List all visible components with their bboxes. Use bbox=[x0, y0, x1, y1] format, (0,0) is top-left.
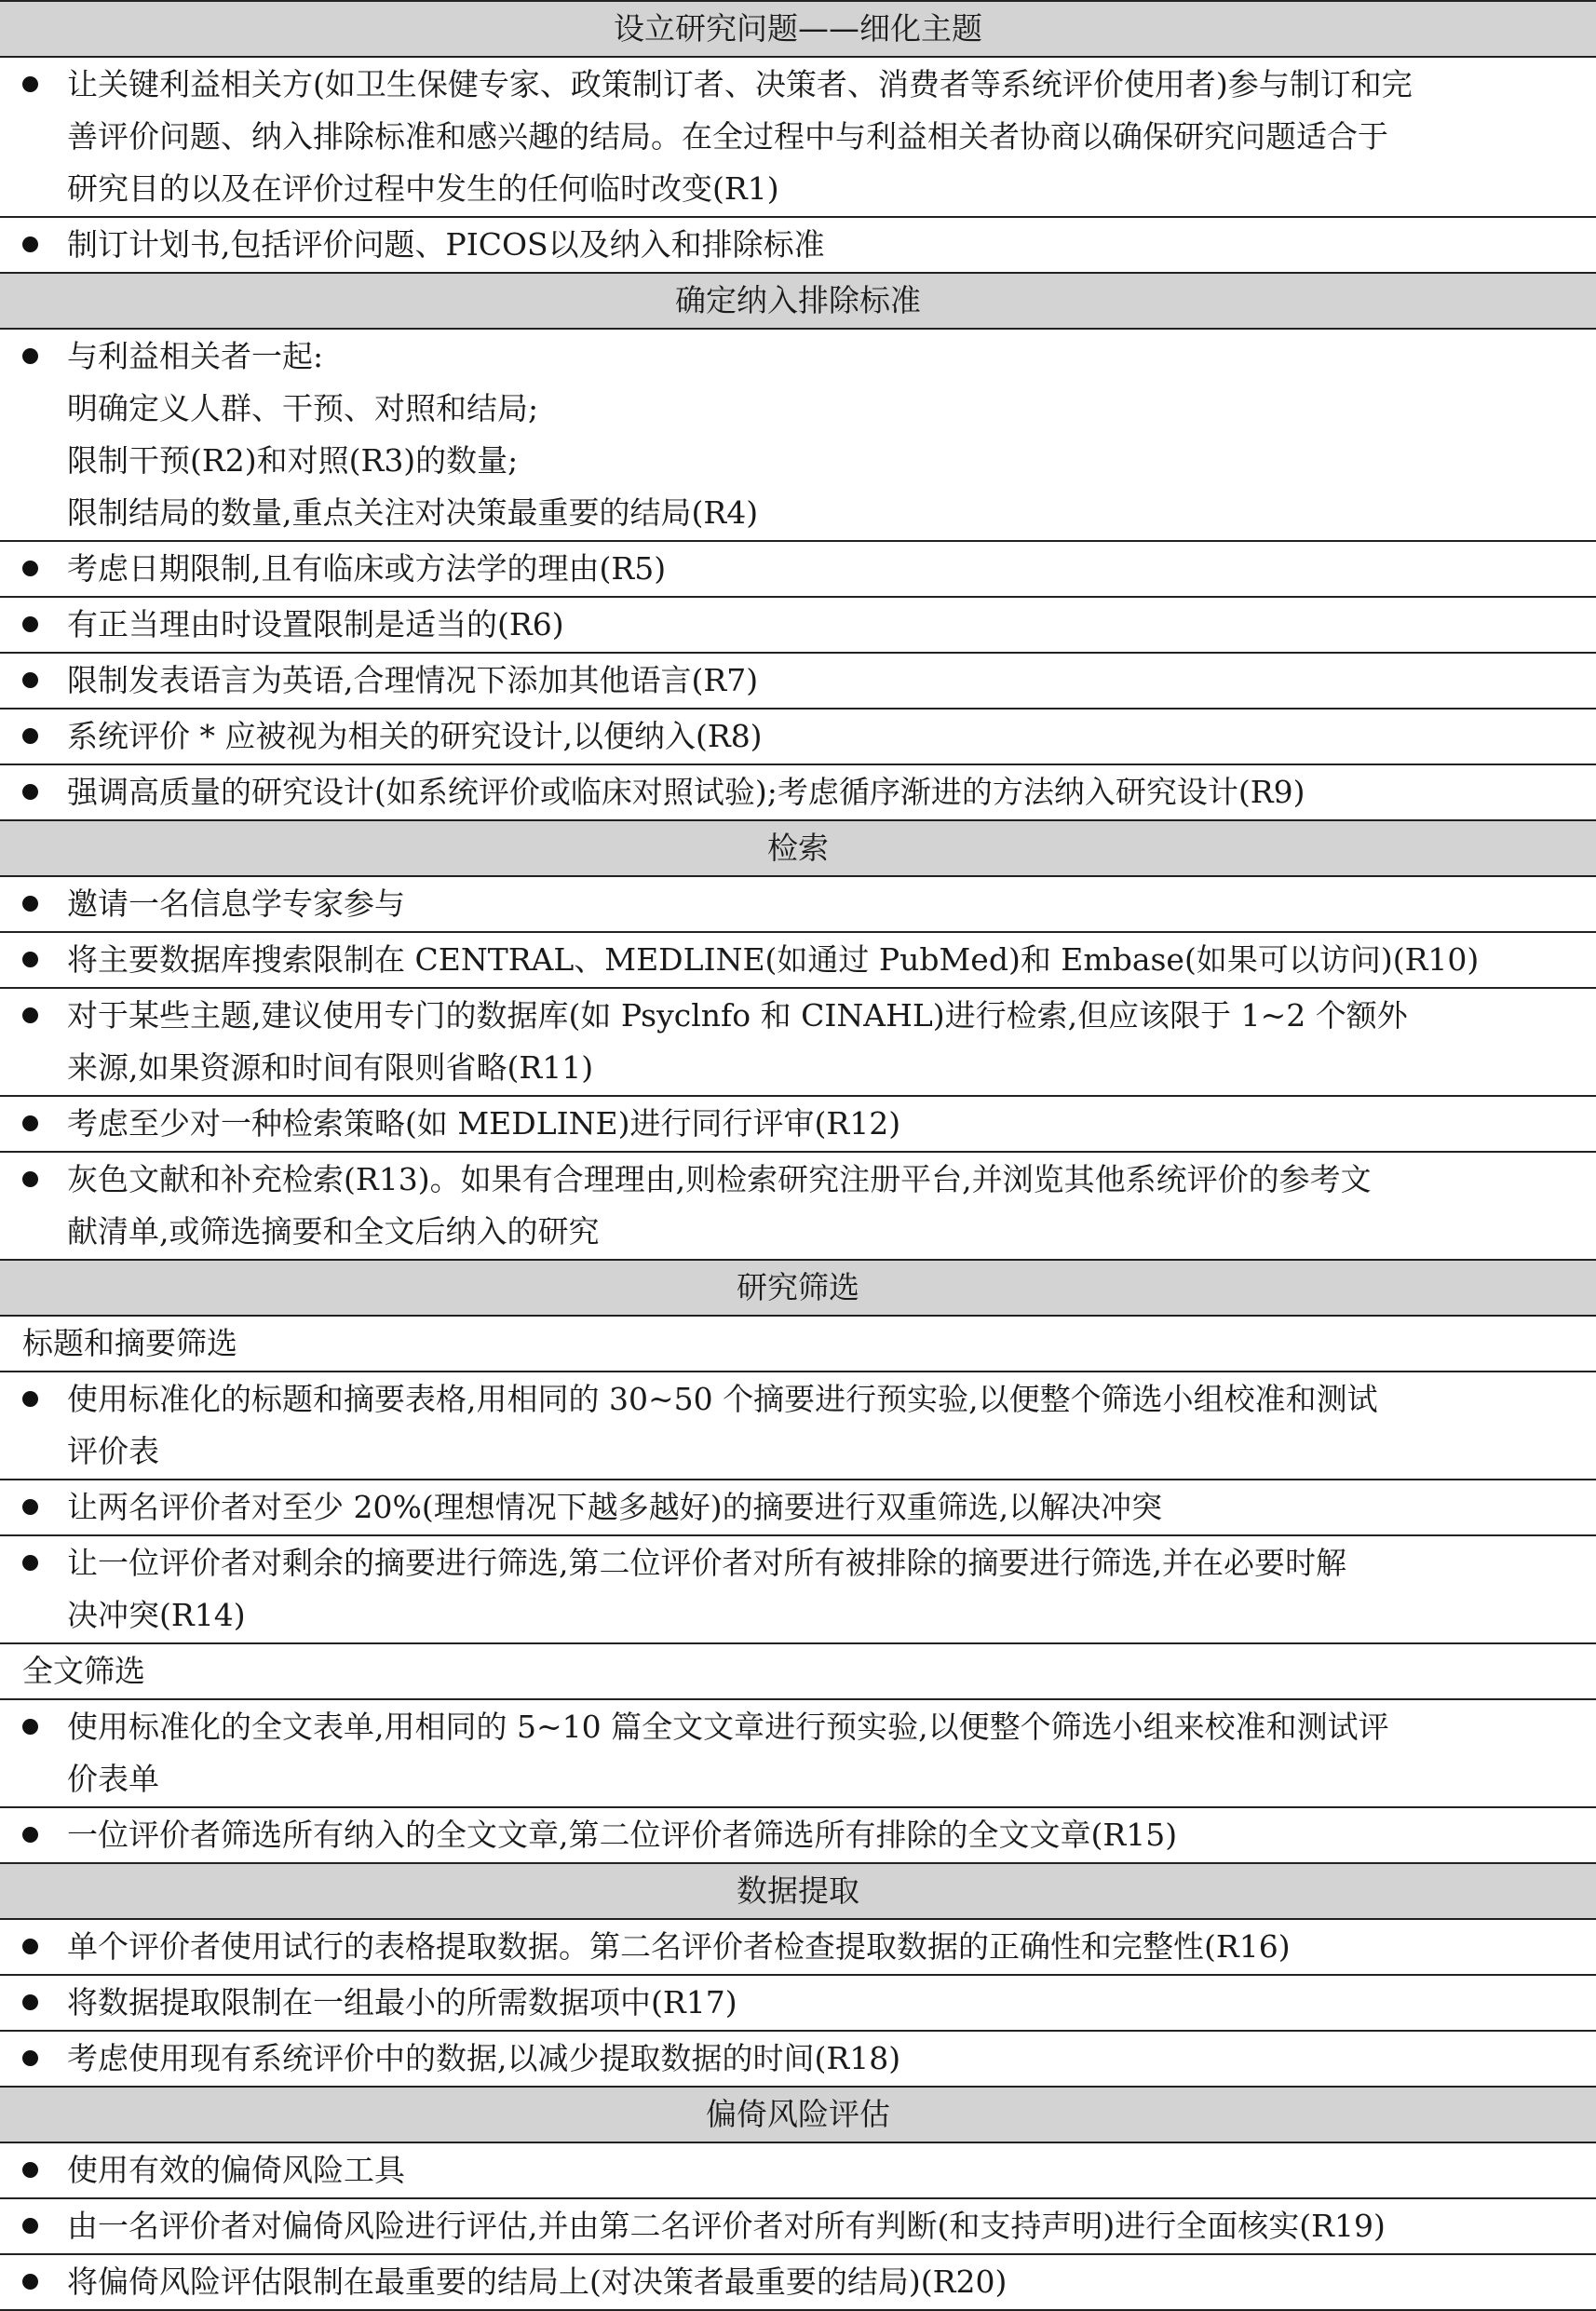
item-text bbox=[67, 2033, 1574, 2085]
bullet-icon bbox=[22, 1115, 38, 1131]
bullet-icon bbox=[22, 2274, 38, 2290]
list-item bbox=[0, 1097, 1596, 1153]
text-line: 邀请一名信息学专家参与 bbox=[67, 885, 405, 922]
section-header: 偏倚风险评估 bbox=[0, 2088, 1596, 2143]
bullet-icon bbox=[22, 896, 38, 912]
bullet-icon bbox=[22, 76, 38, 92]
list-item bbox=[0, 1920, 1596, 1976]
text-line: 限制发表语言为英语,合理情况下添加其他语言(R7) bbox=[67, 662, 759, 698]
item-text bbox=[67, 543, 1574, 595]
text-line: 善评价问题、纳入排除标准和感兴趣的结局。在全过程中与利益相关者协商以确保研究问题适合于 bbox=[67, 118, 1388, 155]
bullet-icon bbox=[22, 561, 38, 576]
list-item bbox=[0, 2199, 1596, 2255]
text-line: 将偏倚风险评估限制在最重要的结局上(对决策者最重要的结局)(R20) bbox=[67, 2264, 1008, 2300]
section-header: 检索 bbox=[0, 821, 1596, 877]
text-line: 考虑至少对一种检索策略(如 MEDLINE)进行同行评审(R12) bbox=[67, 1105, 901, 1142]
text-line: 标题和摘要筛选 bbox=[22, 1325, 237, 1361]
list-item bbox=[0, 1536, 1596, 1644]
bullet-icon bbox=[22, 728, 38, 744]
item-text bbox=[67, 655, 1574, 707]
text-line: 对于某些主题,建议使用专门的数据库(如 Psyclnfo 和 CINAHL)进行检索,但应该限于 1~2 个额外 bbox=[67, 997, 1408, 1034]
text-line: 研究目的以及在评价过程中发生的任何临时改变(R1) bbox=[67, 170, 779, 207]
text-line: 单个评价者使用试行的表格提取数据。第二名评价者检查提取数据的正确性和完整性(R16) bbox=[67, 1928, 1291, 1965]
list-item bbox=[0, 1372, 1596, 1480]
bullet-icon bbox=[22, 2218, 38, 2234]
list-item bbox=[0, 542, 1596, 598]
item-text bbox=[67, 710, 1574, 763]
text-line: 由一名评价者对偏倚风险进行评估,并由第二名评价者对所有判断(和支持声明)进行全面核实(R19) bbox=[67, 2208, 1386, 2244]
item-text bbox=[67, 1537, 1574, 1642]
list-item bbox=[0, 2255, 1596, 2311]
text-line: 制订计划书,包括评价问题、PICOS以及纳入和排除标准 bbox=[67, 226, 825, 263]
list-item bbox=[0, 2143, 1596, 2199]
item-text bbox=[67, 934, 1574, 986]
item-text bbox=[67, 1701, 1574, 1805]
list-item bbox=[0, 765, 1596, 821]
text-line: 一位评价者筛选所有纳入的全文文章,第二位评价者筛选所有排除的全文文章(R15) bbox=[67, 1817, 1178, 1853]
list-item bbox=[0, 1700, 1596, 1808]
section-header: 研究筛选 bbox=[0, 1261, 1596, 1317]
item-text bbox=[67, 2256, 1574, 2308]
bullet-icon bbox=[22, 616, 38, 632]
text-line: 灰色文献和补充检索(R13)。如果有合理理由,则检索研究注册平台,并浏览其他系统评价的参考文 bbox=[67, 1161, 1372, 1197]
item-text bbox=[67, 1921, 1574, 1973]
bullet-icon bbox=[22, 952, 38, 967]
list-item bbox=[0, 1153, 1596, 1261]
text-line: 系统评价 * 应被视为相关的研究设计,以便纳入(R8) bbox=[67, 718, 763, 754]
list-item bbox=[0, 710, 1596, 765]
item-text bbox=[67, 599, 1574, 651]
text-line: 将主要数据库搜索限制在 CENTRAL、MEDLINE(如通过 PubMed)和 Embase(如果可以访问)(R10) bbox=[67, 941, 1480, 978]
bullet-icon bbox=[22, 1499, 38, 1515]
text-line: 将数据提取限制在一组最小的所需数据项中(R17) bbox=[67, 1984, 737, 2020]
item-text bbox=[67, 1154, 1574, 1258]
list-item bbox=[0, 933, 1596, 989]
text-line: 有正当理由时设置限制是适当的(R6) bbox=[67, 606, 564, 642]
list-item bbox=[0, 330, 1596, 542]
text-line: 让关键利益相关方(如卫生保健专家、政策制订者、决策者、消费者等系统评价使用者)参与制订和完 bbox=[67, 66, 1413, 102]
bullet-icon bbox=[22, 348, 38, 364]
list-item bbox=[0, 1480, 1596, 1536]
item-text bbox=[67, 766, 1574, 818]
text-line: 考虑日期限制,且有临床或方法学的理由(R5) bbox=[67, 550, 667, 587]
subsection-label bbox=[0, 1317, 1596, 1372]
text-line: 限制结局的数量,重点关注对决策最重要的结局(R4) bbox=[67, 494, 759, 531]
bullet-icon bbox=[22, 1555, 38, 1571]
text-line: 使用有效的偏倚风险工具 bbox=[67, 2152, 405, 2188]
text-line: 让两名评价者对至少 20%(理想情况下越多越好)的摘要进行双重筛选,以解决冲突 bbox=[67, 1489, 1163, 1525]
list-item bbox=[0, 877, 1596, 933]
list-item bbox=[0, 654, 1596, 710]
item-text bbox=[67, 1809, 1574, 1861]
bullet-icon bbox=[22, 1994, 38, 2010]
item-text bbox=[67, 219, 1574, 271]
item-text bbox=[67, 1098, 1574, 1150]
list-item bbox=[0, 2032, 1596, 2088]
text-line: 评价表 bbox=[67, 1433, 159, 1469]
section-header: 数据提取 bbox=[0, 1864, 1596, 1920]
text-line: 明确定义人群、干预、对照和结局; bbox=[67, 390, 539, 426]
subsection-label bbox=[0, 1644, 1596, 1700]
item-text bbox=[67, 2200, 1574, 2252]
text-line: 决冲突(R14) bbox=[67, 1597, 246, 1633]
item-text bbox=[67, 2144, 1574, 2196]
item-text bbox=[67, 1977, 1574, 2029]
item-text bbox=[67, 1481, 1574, 1534]
bullet-icon bbox=[22, 2050, 38, 2066]
bullet-icon bbox=[22, 1171, 38, 1187]
bullet-icon bbox=[22, 672, 38, 688]
item-text bbox=[67, 1373, 1574, 1478]
text-line: 强调高质量的研究设计(如系统评价或临床对照试验);考虑循序渐进的方法纳入研究设计(R9) bbox=[67, 774, 1305, 810]
item-text bbox=[22, 1318, 1574, 1370]
bullet-icon bbox=[22, 1391, 38, 1407]
list-item bbox=[0, 218, 1596, 274]
item-text bbox=[67, 331, 1574, 539]
list-item bbox=[0, 58, 1596, 218]
item-text bbox=[67, 878, 1574, 930]
item-text bbox=[67, 59, 1574, 215]
text-line: 来源,如果资源和时间有限则省略(R11) bbox=[67, 1049, 594, 1086]
bullet-icon bbox=[22, 1939, 38, 1954]
text-line: 与利益相关者一起: bbox=[67, 338, 324, 374]
bullet-icon bbox=[22, 1719, 38, 1735]
list-item bbox=[0, 1808, 1596, 1864]
text-line: 全文筛选 bbox=[22, 1653, 145, 1689]
text-line: 使用标准化的全文表单,用相同的 5~10 篇全文文章进行预实验,以便整个筛选小组来校准和测试评 bbox=[67, 1709, 1389, 1745]
text-line: 价表单 bbox=[67, 1761, 159, 1797]
text-line: 使用标准化的标题和摘要表格,用相同的 30~50 个摘要进行预实验,以便整个筛选小组校准和测试 bbox=[67, 1381, 1378, 1417]
list-item bbox=[0, 598, 1596, 654]
bullet-icon bbox=[22, 1827, 38, 1843]
text-line: 限制干预(R2)和对照(R3)的数量; bbox=[67, 442, 519, 479]
section-header: 确定纳入排除标准 bbox=[0, 274, 1596, 330]
bullet-icon bbox=[22, 1007, 38, 1023]
bullet-icon bbox=[22, 237, 38, 252]
bullet-icon bbox=[22, 2162, 38, 2178]
list-item bbox=[0, 1976, 1596, 2032]
list-item bbox=[0, 989, 1596, 1097]
section-header: 设立研究问题——细化主题 bbox=[0, 2, 1596, 58]
item-text bbox=[67, 990, 1574, 1094]
text-line: 让一位评价者对剩余的摘要进行筛选,第二位评价者对所有被排除的摘要进行筛选,并在必要时解 bbox=[67, 1545, 1346, 1581]
item-text bbox=[22, 1645, 1574, 1697]
text-line: 考虑使用现有系统评价中的数据,以减少提取数据的时间(R18) bbox=[67, 2040, 901, 2076]
bullet-icon bbox=[22, 784, 38, 800]
text-line: 献清单,或筛选摘要和全文后纳入的研究 bbox=[67, 1213, 600, 1250]
